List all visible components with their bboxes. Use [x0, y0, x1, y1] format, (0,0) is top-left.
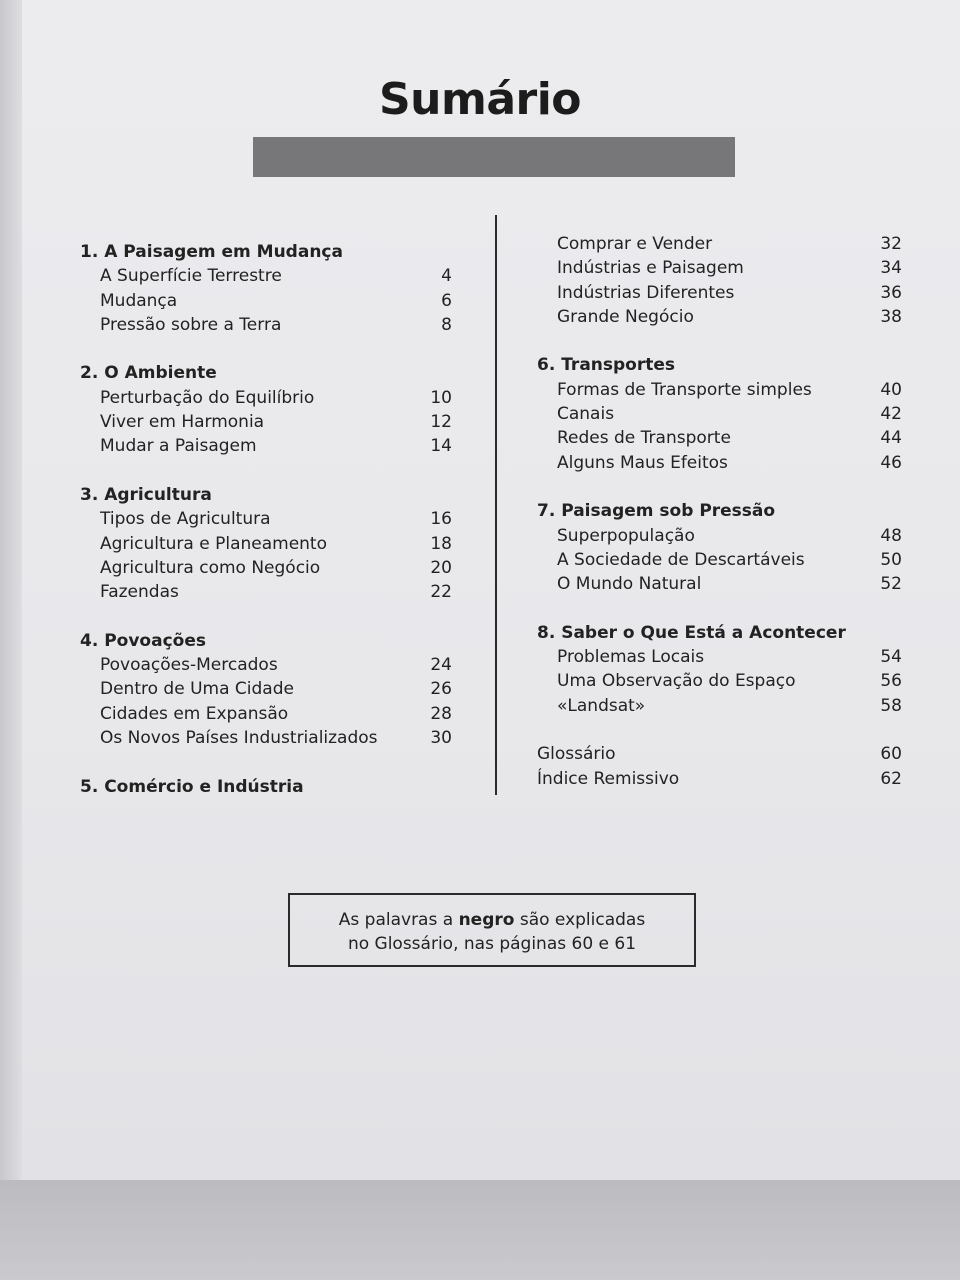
- toc-entry[interactable]: [80, 556, 460, 580]
- toc-entry-page: 8: [441, 314, 452, 335]
- toc-right-column: [537, 232, 902, 791]
- toc-entry[interactable]: [80, 410, 460, 434]
- section-spacer: [80, 604, 460, 628]
- toc-entry-page: 38: [880, 306, 902, 327]
- toc-entry[interactable]: [80, 702, 460, 726]
- toc-entry-page: 60: [880, 744, 902, 765]
- toc-entry-page: 22: [430, 582, 452, 603]
- toc-left-column: [80, 240, 460, 799]
- toc-entry-label: Redes de Transporte: [557, 428, 731, 449]
- toc-entry-label: Mudança: [100, 290, 178, 311]
- toc-entry-label: Comprar e Vender: [557, 234, 713, 254]
- toc-entry-label: Viver em Harmonia: [100, 412, 265, 433]
- page-bottom-edge: [0, 1180, 960, 1280]
- toc-entry-page: 56: [880, 671, 902, 692]
- toc-entry[interactable]: [537, 572, 902, 596]
- toc-entry[interactable]: [537, 451, 902, 475]
- toc-section-heading[interactable]: 8. Saber o Que Está a Acontecer: [537, 622, 846, 643]
- toc-entry[interactable]: [80, 532, 460, 556]
- toc-entry[interactable]: [537, 232, 902, 256]
- toc-entry-page: 42: [880, 404, 902, 425]
- toc-entry-page: 52: [880, 574, 902, 595]
- toc-entry[interactable]: [537, 524, 902, 548]
- toc-entry[interactable]: [537, 281, 902, 305]
- toc-section-heading[interactable]: 6. Transportes: [537, 355, 676, 376]
- toc-entry-label: Povoações-Mercados: [100, 655, 278, 676]
- toc-entry[interactable]: [80, 653, 460, 677]
- toc-entry-label: Glossário: [537, 744, 616, 765]
- toc-entry-label: Agricultura como Negócio: [100, 557, 321, 578]
- toc-entry-page: 18: [430, 533, 452, 554]
- section-spacer: [537, 475, 902, 499]
- toc-entry[interactable]: [537, 694, 902, 718]
- toc-entry-page: 58: [880, 695, 902, 716]
- toc-section-heading[interactable]: 2. O Ambiente: [80, 363, 217, 384]
- toc-entry[interactable]: [537, 378, 902, 402]
- toc-entry-page: 54: [880, 647, 902, 668]
- toc-entry-page: 30: [430, 727, 452, 748]
- toc-entry-label: Cidades em Expansão: [100, 703, 289, 724]
- toc-entry[interactable]: [537, 742, 902, 766]
- toc-entry-label: Os Novos Países Industrializados: [100, 727, 378, 748]
- toc-entry[interactable]: [80, 677, 460, 701]
- toc-entry-label: A Superfície Terrestre: [100, 266, 282, 287]
- toc-entry[interactable]: [80, 289, 460, 313]
- toc-entry-page: 28: [430, 703, 452, 724]
- toc-entry-label: Indústrias Diferentes: [557, 282, 735, 303]
- toc-entry-label: Alguns Maus Efeitos: [557, 452, 728, 473]
- notice-text: são explicadas: [514, 910, 646, 930]
- toc-entry-page: 6: [441, 290, 452, 311]
- toc-entry-label: Índice Remissivo: [537, 768, 680, 789]
- toc-entry[interactable]: [537, 402, 902, 426]
- toc-entry-page: 48: [880, 525, 902, 546]
- toc-entry-page: 10: [430, 387, 452, 408]
- toc-section-heading[interactable]: 3. Agricultura: [80, 484, 212, 505]
- toc-entry-page: 16: [430, 509, 452, 530]
- toc-entry-label: Mudar a Paisagem: [100, 436, 257, 457]
- page-spine-shadow: [0, 0, 22, 1180]
- toc-entry-label: O Mundo Natural: [557, 574, 702, 595]
- toc-entry-label: Perturbação do Equilíbrio: [100, 387, 315, 408]
- toc-entry[interactable]: [537, 669, 902, 693]
- toc-entry-page: 34: [880, 258, 902, 279]
- column-divider: [495, 215, 497, 795]
- toc-entry-page: 12: [430, 412, 452, 433]
- toc-entry-page: 40: [880, 379, 902, 400]
- toc-entry[interactable]: [80, 726, 460, 750]
- section-spacer: [80, 459, 460, 483]
- toc-entry-label: Agricultura e Planeamento: [100, 533, 327, 554]
- toc-entry-label: Tipos de Agricultura: [100, 509, 271, 530]
- toc-entry-label: Dentro de Uma Cidade: [100, 679, 294, 700]
- toc-entry-label: Formas de Transporte simples: [557, 379, 812, 400]
- toc-entry[interactable]: [80, 434, 460, 458]
- section-spacer: [80, 750, 460, 774]
- toc-entry[interactable]: [80, 264, 460, 288]
- toc-entry[interactable]: [80, 386, 460, 410]
- toc-entry[interactable]: [537, 256, 902, 280]
- glossary-notice-box: [288, 893, 696, 967]
- toc-entry-label: Canais: [557, 404, 615, 425]
- toc-entry-page: 44: [880, 428, 902, 449]
- notice-text: As palavras a: [338, 910, 459, 930]
- toc-entry-page: 62: [880, 768, 902, 789]
- toc-entry-page: 24: [430, 655, 452, 676]
- toc-section-heading[interactable]: 7. Paisagem sob Pressão: [537, 501, 776, 522]
- toc-entry-page: 46: [880, 452, 902, 473]
- toc-entry[interactable]: [537, 426, 902, 450]
- toc-entry-label: Uma Observação do Espaço: [557, 671, 796, 692]
- toc-entry[interactable]: [537, 548, 902, 572]
- toc-entry-page: 4: [441, 266, 452, 287]
- toc-section-heading[interactable]: 4. Povoações: [80, 630, 206, 651]
- toc-entry-label: Fazendas: [100, 582, 179, 603]
- toc-entry[interactable]: [80, 313, 460, 337]
- notice-line-1: [290, 908, 694, 932]
- toc-entry-label: Superpopulação: [557, 525, 695, 546]
- section-spacer: [80, 337, 460, 361]
- toc-entry-label: Problemas Locais: [557, 647, 705, 668]
- toc-entry-page: 50: [880, 549, 902, 570]
- toc-entry[interactable]: [537, 305, 902, 329]
- toc-entry-label: A Sociedade de Descartáveis: [557, 549, 805, 570]
- section-spacer: [537, 718, 902, 742]
- toc-entry[interactable]: [537, 645, 902, 669]
- toc-entry[interactable]: [80, 580, 460, 604]
- section-spacer: [537, 329, 902, 353]
- toc-entry-page: 32: [880, 234, 902, 254]
- toc-entry-label: Indústrias e Paisagem: [557, 258, 744, 279]
- toc-entry-page: 20: [430, 557, 452, 578]
- toc-entry-page: 36: [880, 282, 902, 303]
- toc-entry-label: Grande Negócio: [557, 306, 694, 327]
- toc-entry[interactable]: [80, 507, 460, 531]
- notice-bold-word: negro: [458, 910, 515, 930]
- toc-section-heading[interactable]: 1. A Paisagem em Mudança: [80, 242, 343, 262]
- notice-line-2: no Glossário, nas páginas 60 e 61: [347, 934, 637, 954]
- toc-entry-page: 26: [430, 679, 452, 700]
- toc-entry-label: Pressão sobre a Terra: [100, 314, 282, 335]
- page-title: Sumário: [378, 74, 582, 125]
- toc-entry-label: «Landsat»: [557, 695, 646, 716]
- toc-section-heading[interactable]: 5. Comércio e Indústria: [80, 776, 304, 797]
- toc-entry-page: 14: [430, 436, 452, 457]
- toc-entry[interactable]: [537, 767, 902, 791]
- title-underline-bar: [253, 137, 735, 177]
- section-spacer: [537, 596, 902, 620]
